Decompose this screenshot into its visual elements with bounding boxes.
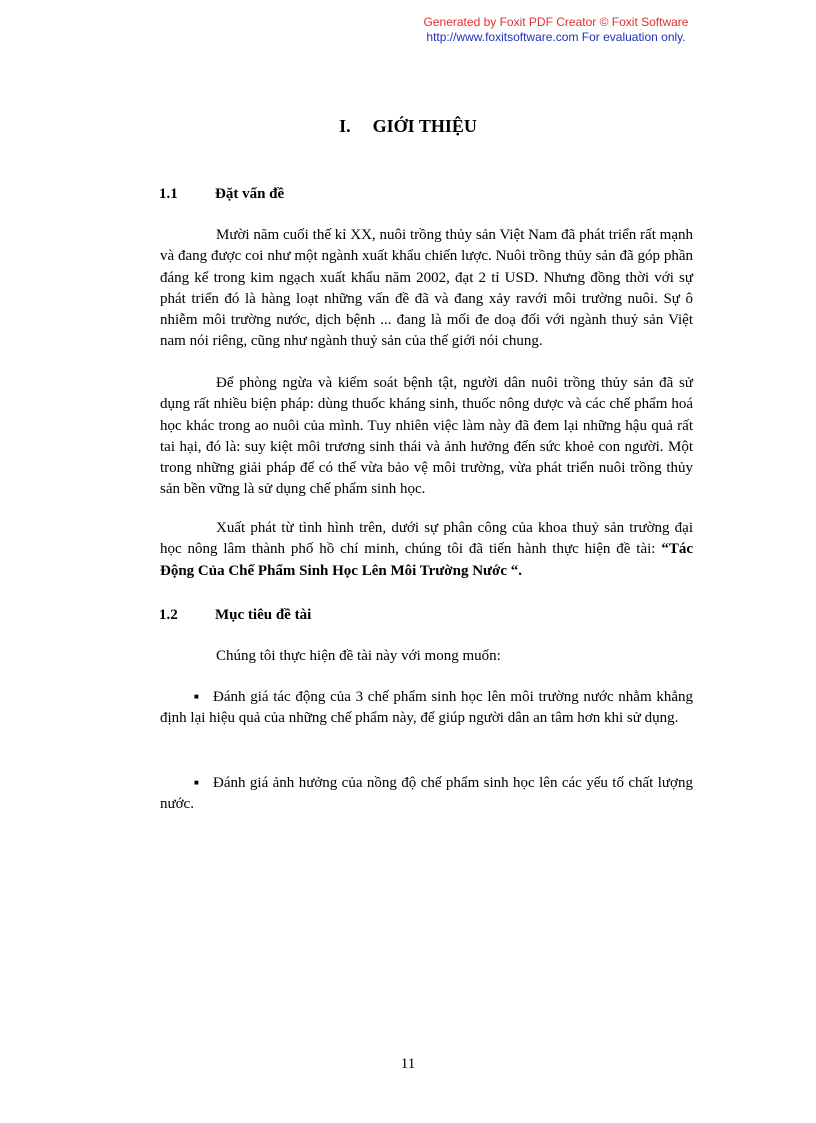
paragraph-4 (160, 646, 693, 667)
bullet-item-text: Đánh giá ảnh hưởng của nồng độ chế phẩm sinh học lên các yếu tố chất lượng nước. (160, 775, 693, 813)
section-heading-1-2 (159, 607, 311, 624)
paragraph-3-project-title: “Tác Động Của Chế Phẩm Sinh Học Lên Môi Trường Nước “. (160, 541, 693, 579)
section-title: Mục tiêu đề tài (215, 607, 312, 623)
square-bullet-icon: ■ (194, 692, 199, 701)
chapter-heading (0, 116, 816, 137)
paragraph-1-text: Mười năm cuối thế kỉ XX, nuôi trồng thủy sản Việt Nam đã phát triển rất mạnh và đang được coi như một ngành xuất khẩu chiến lược. Nuôi trồng thủy sản đã góp phần đáng kể trong kim ngạch xuất khẩu năm 2002, đạt 2 tỉ USD. Nhưng đồng thời với sự phát triển đó là hàng loạt những vấn đề đã và đang xảy ravới môi trường nuôi. Sự ô nhiễm môi trường nước, dịch bệnh ... đang là mối đe doạ đối với ngành thuỷ sản Việt nam nói riêng, cũng như ngành thuỷ sản của thế giới nói chung. (160, 227, 693, 350)
section-number: 1.2 (159, 607, 178, 623)
watermark (386, 15, 726, 45)
section-heading-1-1 (159, 186, 284, 203)
square-bullet-icon: ■ (194, 778, 199, 787)
bullet-item-text: Đánh giá tác động của 3 chế phẩm sinh học lên môi trường nước nhằm khẳng định lại hiệu quả của những chế phẩm này, để giúp người dân an tâm hơn khi sử dụng. (160, 689, 693, 727)
section-title: Đặt vấn đề (215, 186, 285, 202)
paragraph-3-text: Xuất phát từ tình hình trên, dưới sự phân công của khoa thuỷ sản trường đại học nông lâm thành phố hồ chí minh, chúng tôi đã tiến hành thực hiện đề tài: (160, 520, 693, 558)
watermark-line-2[interactable]: http://www.foxitsoftware.com For evaluation only. (426, 30, 686, 44)
paragraph-4-text: Chúng tôi thực hiện đề tài này với mong muốn: (216, 648, 501, 664)
paragraph-1 (160, 225, 693, 353)
chapter-title: GIỚI THIỆU (372, 116, 477, 136)
paragraph-2 (160, 373, 693, 501)
bullet-item-1 (160, 686, 693, 730)
paragraph-3 (160, 518, 693, 582)
section-number: 1.1 (159, 186, 178, 202)
page-number: 11 (400, 1056, 416, 1072)
watermark-line-1: Generated by Foxit PDF Creator © Foxit Software (423, 15, 689, 29)
paragraph-2-text: Để phòng ngừa và kiểm soát bệnh tật, người dân nuôi trồng thủy sản đã sử dụng rất nhiều biện pháp: dùng thuốc kháng sinh, thuốc nông dược và các chế phẩm hoá học khác trong ao nuôi của mình. Tuy nhiên việc làm này đã đem lại những hậu quả rất tai hại, đó là: suy kiệt môi trương sinh thái và ảnh hưởng đến sức khoẻ con người. Một trong những giải pháp để có thể vừa bảo vệ môi trường, vừa phát triển nuôi trồng thủy sản bền vững là sử dụng chế phẩm sinh học. (160, 375, 693, 498)
bullet-item-2 (160, 772, 693, 816)
chapter-number: I. (339, 116, 351, 136)
